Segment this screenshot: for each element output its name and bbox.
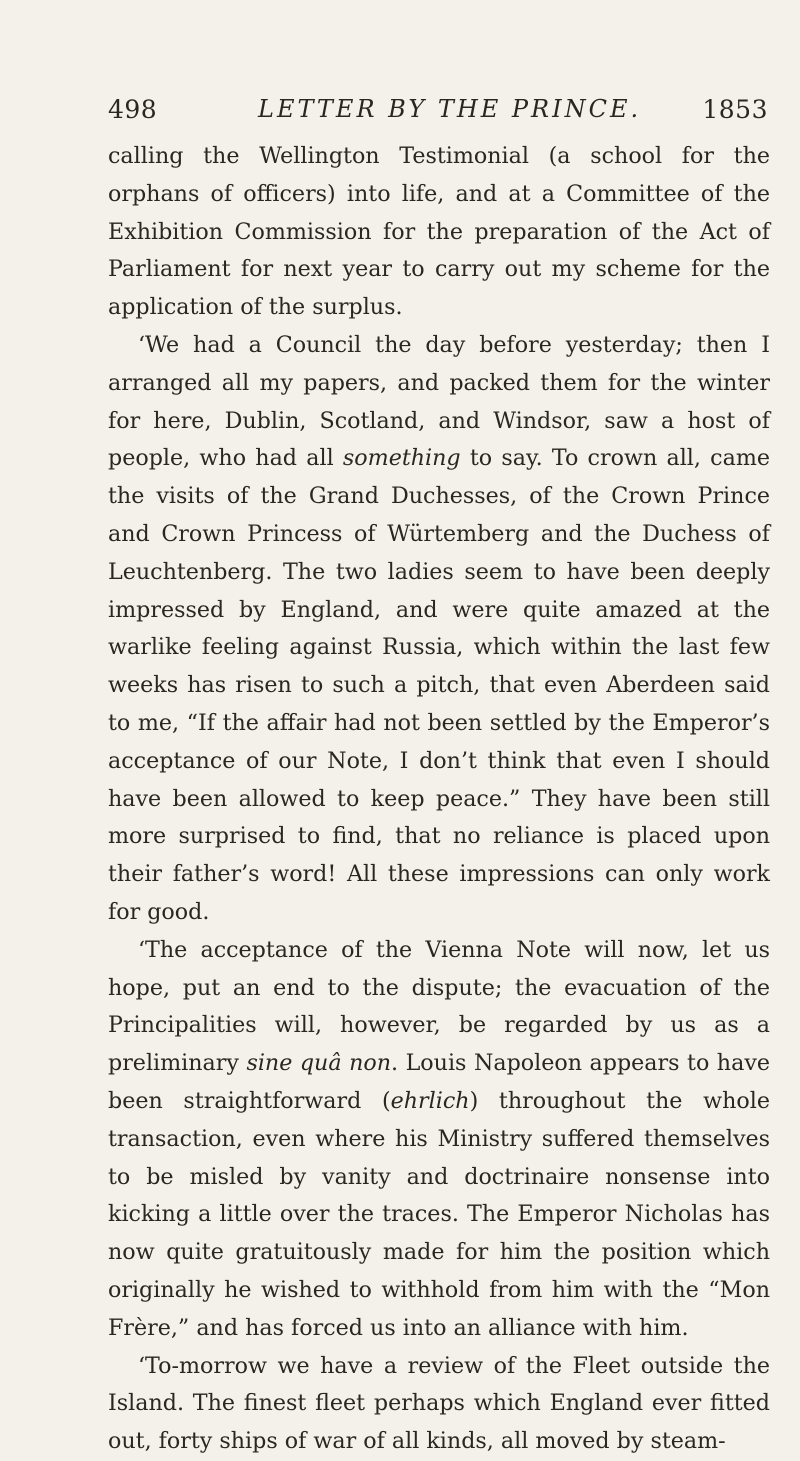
- running-title: LETTER BY THE PRINCE.: [258, 95, 642, 123]
- paragraph-text: ‘We had a Council the day before yesterday; then I arranged all my papers, and packed them for the winter for here, Dublin, Scotland, and Windsor, saw a host of people, who had all: [108, 331, 770, 472]
- paragraph: [108, 138, 770, 327]
- paragraph: [108, 1348, 770, 1461]
- page-number: 498: [108, 95, 158, 124]
- body-text: [108, 138, 770, 1461]
- paragraph: [108, 932, 770, 1348]
- paragraph-text: to say. To crown all, came the visits of the Grand Duchesses, of the Crown Prince and Crown Princess of Würtemberg and the Duchess of Leuchtenberg. The two ladies seem to have been deeply impressed by England, and were quite amazed at the warlike feeling against Russia, which within the last few weeks has risen to such a pitch, that even Aberdeen said to me, “If the affair had not been settled by the Emperor’s acceptance of our Note, I don’t think that even I should have been allowed to keep peace.” They have been still more surprised to find, that no reliance is placed upon their father’s word! All these impressions can only work for good.: [108, 445, 771, 925]
- paragraph-text: . Louis Napoleon appears to have been straightforward (: [108, 1050, 770, 1114]
- italic-text: something: [342, 445, 461, 472]
- paragraph-text: calling the Wellington Testimonial (a school for the orphans of officers) into life, and at a Committee of the Exhibition Commission for the preparation of the Act of Parliament for next year to carry out my scheme for the application of the surplus.: [108, 143, 770, 321]
- paragraph-text: ‘The acceptance of the Vienna Note will now, let us hope, put an end to the dispute; the evacuation of the Principalities will, however, be regarded by us as a preliminary: [108, 936, 770, 1077]
- italic-text: ehrlich: [390, 1087, 470, 1114]
- italic-text: sine quâ non: [246, 1050, 392, 1077]
- paragraph: [108, 327, 770, 932]
- paragraph-text: ) throughout the whole transaction, even where his Ministry suffered themselves to be misled by vanity and doctrinaire nonsense into kicking a little over the traces. The Emperor Nicholas has now quite gratuitously made for him the position which originally he wished to withhold from him with the “Mon Frère,” and has forced us into an alliance with him.: [108, 1087, 770, 1341]
- running-year: 1853: [702, 95, 768, 124]
- paragraph-text: ‘To-morrow we have a review of the Fleet outside the Island. The finest fleet perhaps which England ever fitted out, forty ships of war of all kinds, all moved by steam-: [108, 1352, 770, 1455]
- running-head: [108, 95, 768, 135]
